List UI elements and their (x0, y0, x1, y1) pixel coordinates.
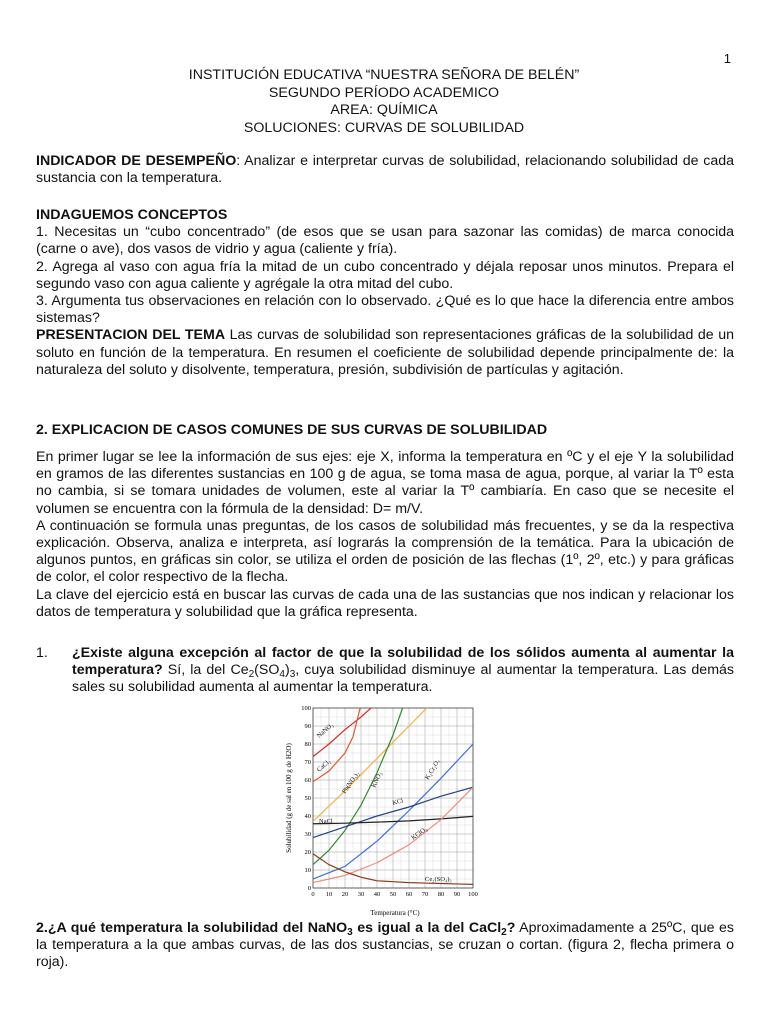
x-tick-label: 20 (341, 891, 349, 898)
x-tick-label: 0 (311, 891, 315, 898)
subscript: 4 (279, 669, 285, 681)
performance-indicator (36, 153, 734, 187)
series-label: Pb(NO₃)₂ (340, 770, 362, 796)
series-label: KCl (391, 797, 404, 807)
indaguemos-item-2: 2. Agrega al vaso con agua fría la mitad de un cubo concentrado y déjala reposar unos minutos. Prepara el segundo vaso con agua caliente y agrégale la otra mitad del cubo. (36, 258, 734, 292)
series-label: CaCl₂ (315, 758, 333, 774)
subject-area: AREA: QUÍMICA (330, 102, 438, 119)
y-tick-label: 70 (304, 759, 311, 766)
question-1-answer-c: ) (284, 662, 290, 679)
subscript: 2 (501, 927, 507, 938)
y-tick-label: 100 (301, 705, 311, 712)
page-number: 1 (723, 51, 731, 66)
indaguemos-item-1: 1. Necesitas un “cubo concentrado” (de esos que se usan para sazonar las comidas) de marca conocida (carne o ave), dos vasos de vidrio y agua (caliente y fría). (36, 224, 734, 258)
y-tick-label: 40 (304, 813, 311, 820)
x-tick-label: 40 (373, 891, 381, 898)
question-1-bold: ¿Existe alguna excepción al factor de que la solubilidad de los sólidos aumenta al aumentar la temperatura? (72, 645, 734, 679)
section-2-paragraph-3: La clave del ejercicio está en buscar las curvas de cada una de las sustancias que nos indican y relacionar los datos de temperatura y solubilidad que la gráfica representa. (36, 586, 734, 620)
subscript: 3 (347, 927, 353, 938)
question-1-text (72, 645, 734, 697)
x-tick-label: 90 (453, 891, 461, 898)
section-2-paragraph-1: En primer lugar se lee la información de sus ejes: eje X, informa la temperatura en ºC y el eje Y la solubilidad en gramos de las diferentes sustancias en 100 g de agua, se toma masa de agua, porque, al variar la Tº esta no cambia, si se tomara unidades de volumen, este al variar la Tº cambiaría. En caso que se necesite el volumen se encuentra con la fórmula de la densidad: D= m/V. (36, 449, 734, 517)
series-label: NaNO₃ (315, 721, 336, 740)
x-tick-label: 100 (468, 891, 478, 898)
y-tick-label: 30 (304, 831, 311, 838)
presentacion-text: Las curvas de solubilidad son representaciones gráficas de la solubilidad de un soluto en función de la temperatura. En resumen el coeficiente de solubilidad depende principalmente de: la naturaleza del soluto y disolvente, temperatura, presión, subdivisión de partículas y agitación. (36, 327, 734, 378)
indaguemos-item-3: 3. Argumenta tus observaciones en relación con lo observado. ¿Qué es lo que hace la diferencia entre ambos sistemas? (36, 293, 734, 327)
academic-period: SEGUNDO PERÍODO ACADEMICO (268, 84, 500, 101)
series-label: K₂Cr₂O₇ (423, 758, 442, 782)
document-header (0, 67, 768, 137)
question-2-bold-b: es igual a la del CaCl (352, 920, 502, 936)
series-label: KClO₃ (410, 825, 429, 842)
y-tick-label: 80 (304, 741, 311, 748)
x-tick-label: 50 (389, 891, 397, 898)
question-2-bold-c: ? (506, 920, 516, 936)
section-2-paragraph-2: A continuación se formula unas preguntas, de los casos de solubilidad más frecuentes, y se da la respectiva explicación. Observa, analiza e interpreta, así lograrás la comprensión de la temática. Para la ubicación de algunos puntos, en gráficas sin color, se utiliza el orden de posición de las flechas (1º, 2º, etc.) y para gráficas de color, el color respectivo de la flecha. (36, 517, 734, 586)
presentacion-paragraph (36, 327, 734, 379)
x-tick-label: 60 (405, 891, 413, 898)
chart-labels (301, 705, 478, 898)
question-1-number: 1. (36, 645, 48, 661)
solubility-chart (283, 702, 483, 918)
question-1-answer-d: , cuya solubilidad disminuye al aumentar la temperatura. Las demás sales su solubilidad aumenta al aumentar la temperatura. (72, 662, 735, 696)
y-tick-label: 20 (304, 849, 311, 856)
indicator-text: : Analizar e interpretar curvas de solubilidad, relacionando solubilidad de cada sustancia con la temperatura. (36, 153, 734, 187)
series-label: Ce₂(SO₄)₃ (425, 876, 452, 883)
question-1-answer-a: Sí, la del Ce (162, 662, 249, 679)
section-2-title: 2. EXPLICACION DE CASOS COMUNES DE SUS CURVAS DE SOLUBILIDAD (36, 422, 548, 438)
x-tick-label: 70 (421, 891, 429, 898)
y-tick-label: 50 (304, 795, 311, 802)
x-axis-label: Temperatura (°C) (370, 909, 420, 917)
question-2-bold-a: 2.¿A qué temperatura la solubilidad del NaNO (36, 920, 348, 936)
section-2-body (36, 449, 734, 621)
x-tick-label: 80 (437, 891, 445, 898)
x-tick-label: 10 (325, 891, 333, 898)
indaguemos-title: INDAGUEMOS CONCEPTOS (36, 207, 228, 223)
school-name: INSTITUCIÓN EDUCATIVA “NUESTRA SEÑORA DE BELÉN” (188, 67, 580, 83)
y-tick-label: 90 (304, 723, 311, 730)
presentacion-label: PRESENTACION DEL TEMA (36, 327, 226, 344)
topic-title: SOLUCIONES: CURVAS DE SOLUBILIDAD (243, 119, 525, 136)
subscript: 3 (289, 669, 296, 681)
y-tick-label: 60 (304, 777, 311, 784)
subscript: 2 (248, 669, 255, 681)
y-tick-label: 10 (304, 867, 311, 874)
x-tick-label: 30 (357, 891, 365, 898)
indaguemos-section (36, 207, 734, 379)
question-1 (36, 645, 734, 697)
question-1-answer-b: (SO (254, 662, 280, 679)
indicator-label: INDICADOR DE DESEMPEÑO (36, 153, 237, 169)
series-label: KNO₃ (370, 771, 384, 789)
y-tick-label: 0 (307, 885, 311, 892)
question-2 (36, 920, 734, 972)
series-label: NaCl (319, 818, 333, 825)
question-2-answer: Aproximadamente a 25ºC, que es la temperatura a la que ambas curvas, de las dos sustancias, se cruzan o cortan. (figura 2, flecha primera o roja). (36, 920, 734, 971)
y-axis-label: Solubilidad (g de sal en 100 g de H2O) (285, 743, 293, 853)
